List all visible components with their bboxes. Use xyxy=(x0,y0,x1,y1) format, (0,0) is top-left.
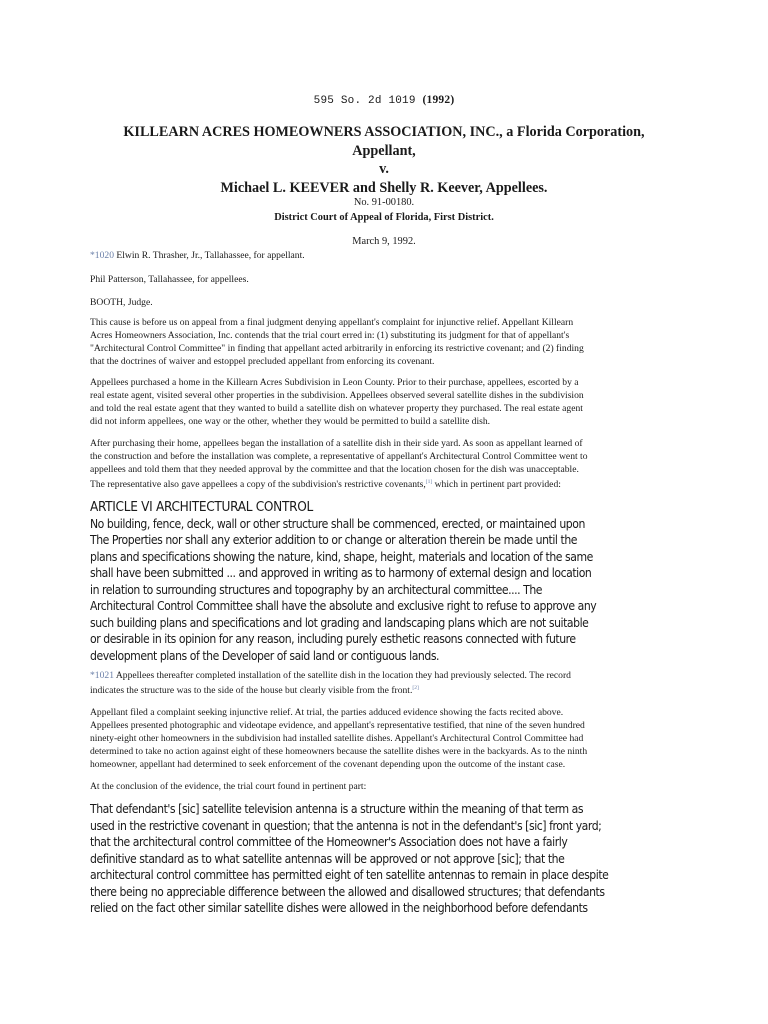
quote-line: such building plans and specifications and lot grading and landscaping plans which are not suitable xyxy=(90,615,589,630)
text-line: homeowner, appellant had determined to seek enforcement of the covenant depending upon the outcome of the instant case. xyxy=(90,759,566,770)
quote-line: relied on the fact other similar satellite dishes were allowed in the neighborhood before defendants xyxy=(90,901,588,915)
page-reference: *1021 xyxy=(90,670,114,681)
case-title-line: v. xyxy=(379,161,389,177)
text-line: This cause is before us on appeal from a final judgment denying appellant's complaint for injunctive relief. Appellant Killearn xyxy=(90,317,574,328)
paragraph-6: At the conclusion of the evidence, the trial court found in pertinent part: xyxy=(90,781,367,792)
court-name: District Court of Appeal of Florida, First District. xyxy=(274,212,494,223)
counsel-appellant xyxy=(90,249,690,262)
quote-line: architectural control committee has permitted eight of ten satellite antennas to remain in place despite xyxy=(90,868,609,882)
quote-line: That defendant's [sic] satellite television antenna is a structure within the meaning of that term as xyxy=(90,802,584,816)
citation-text: 595 So. 2d 1019 xyxy=(313,95,416,107)
text-line: The representative also gave appellees a copy of the subdivision's restrictive covenants, xyxy=(90,479,426,491)
quote-line: No building, fence, deck, wall or other structure shall be commenced, erected, or maintained upon xyxy=(90,516,585,531)
text-line: and told the real estate agent that they wanted to build a satellite dish on whatever property they purchased. The real estate agent xyxy=(90,403,583,414)
quote-line: Architectural Control Committee shall have the absolute and exclusive right to refuse to approve any xyxy=(90,599,597,613)
text-line: Acres Homeowners Association, Inc. contends that the trial court erred in: (1) substituting its judgment for that of appellant's xyxy=(90,330,570,341)
counsel-appellees: Phil Patterson, Tallahassee, for appellees. xyxy=(90,274,249,285)
footnote-link-1[interactable]: [1] xyxy=(425,479,433,485)
quote-line: there being no appreciable difference between the allowed and disallowed structures; that defendants xyxy=(90,884,605,899)
reporter-citation xyxy=(0,94,768,107)
paragraph-3 xyxy=(90,437,690,491)
quote-line: that the architectural control committee of the Homeowner's Association does not have a fairly xyxy=(90,835,568,849)
text-line: determined to take no action against eight of these homeowners because the satellite dishes were in the backyards. As to the ninth xyxy=(90,746,588,757)
article-heading: ARTICLE VI ARCHITECTURAL CONTROL xyxy=(90,499,313,515)
decision-date: March 9, 1992. xyxy=(352,236,416,247)
trial-court-quote xyxy=(90,801,690,917)
article-quote xyxy=(90,499,690,664)
case-title-line: KILLEARN ACRES HOMEOWNERS ASSOCIATION, INC., a Florida Corporation, xyxy=(123,124,645,140)
text-line: Appellees thereafter completed installation of the satellite dish in the location they had previously selected. The record xyxy=(113,670,571,681)
text-line: real estate agent, visited several other properties in the subdivision. Appellees observed several satellite dishes in the subdivision xyxy=(90,390,584,401)
page-reference: *1020 xyxy=(90,250,114,261)
quote-line: development plans of the Developer of said land or contiguous lands. xyxy=(90,648,440,663)
text-line: Appellees purchased a home in the Killearn Acres Subdivision in Leon County. Prior to their purchase, appellees, escorted by a xyxy=(90,377,579,388)
case-title xyxy=(60,123,708,197)
paragraph-1 xyxy=(90,316,690,368)
quote-line: plans and specifications showing the nature, kind, shape, height, materials and location of the same xyxy=(90,549,593,564)
quote-line: The Properties nor shall any exterior addition to or change or alteration therein be made until the xyxy=(90,533,578,547)
quote-line: shall have been submitted ... and approved in writing as to harmony of external design and location xyxy=(90,566,592,580)
quote-line: used in the restrictive covenant in question; that the antenna is not in the defendant's [sic] front yard; xyxy=(90,818,602,833)
quote-line: or desirable in its opinion for any reason, including purely esthetic reasons connected with future xyxy=(90,632,576,646)
citation-year: (1992) xyxy=(422,94,455,106)
paragraph-2 xyxy=(90,376,690,428)
footnote-link-2[interactable]: [2] xyxy=(412,685,419,691)
text-line: After purchasing their home, appellees began the installation of a satellite dish in their side yard. As soon as appellant learned of xyxy=(90,438,583,449)
text-line: the construction and before the installation was complete, a representative of appellant's Architectural Control Committee went to xyxy=(90,451,588,462)
text-line: which in pertinent part provided: xyxy=(432,479,561,491)
text-line: "Architectural Control Committee" in finding that appellant acted arbitrarily in enforcing its restrictive covenant; and (2) finding xyxy=(90,343,584,354)
text-line: ninety-eight other homeowners in the subdivision had installed satellite dishes. Appellant's Architectural Control Committee had xyxy=(90,733,584,744)
text-line: did not inform appellees, one way or the other, whether they would be permitted to build a satellite dish. xyxy=(90,416,491,427)
case-title-line: Appellant, xyxy=(352,142,416,159)
counsel-appellant-text: Elwin R. Thrasher, Jr., Tallahassee, for appellant. xyxy=(113,250,305,261)
text-line: Appellant filed a complaint seeking injunctive relief. At trial, the parties adduced evidence showing the facts recited above. xyxy=(90,707,564,718)
quote-line: definitive standard as to what satellite antennas will be approved or not approve [sic]; that the xyxy=(90,851,565,866)
paragraph-4 xyxy=(90,669,690,697)
case-title-line: Michael L. KEEVER and Shelly R. Keever, Appellees. xyxy=(220,179,548,196)
docket-number: No. 91-00180. xyxy=(353,197,415,208)
text-line: indicates the structure was to the side of the house but clearly visible from the front. xyxy=(90,685,413,697)
paragraph-5 xyxy=(90,706,690,771)
text-line: appellees and told them that they needed approval by the committee and that the location chosen for the dish was unacceptable. xyxy=(90,464,579,475)
text-line: Appellees presented photographic and videotape evidence, and appellant's representative testified, that nine of the seven hundred xyxy=(90,720,585,731)
judge-line: BOOTH, Judge. xyxy=(90,297,153,308)
text-line: that the doctrines of waiver and estoppel precluded appellant from enforcing its covenant. xyxy=(90,356,435,367)
quote-line: in relation to surrounding structures and topography by an architectural committee.... The xyxy=(90,582,543,597)
